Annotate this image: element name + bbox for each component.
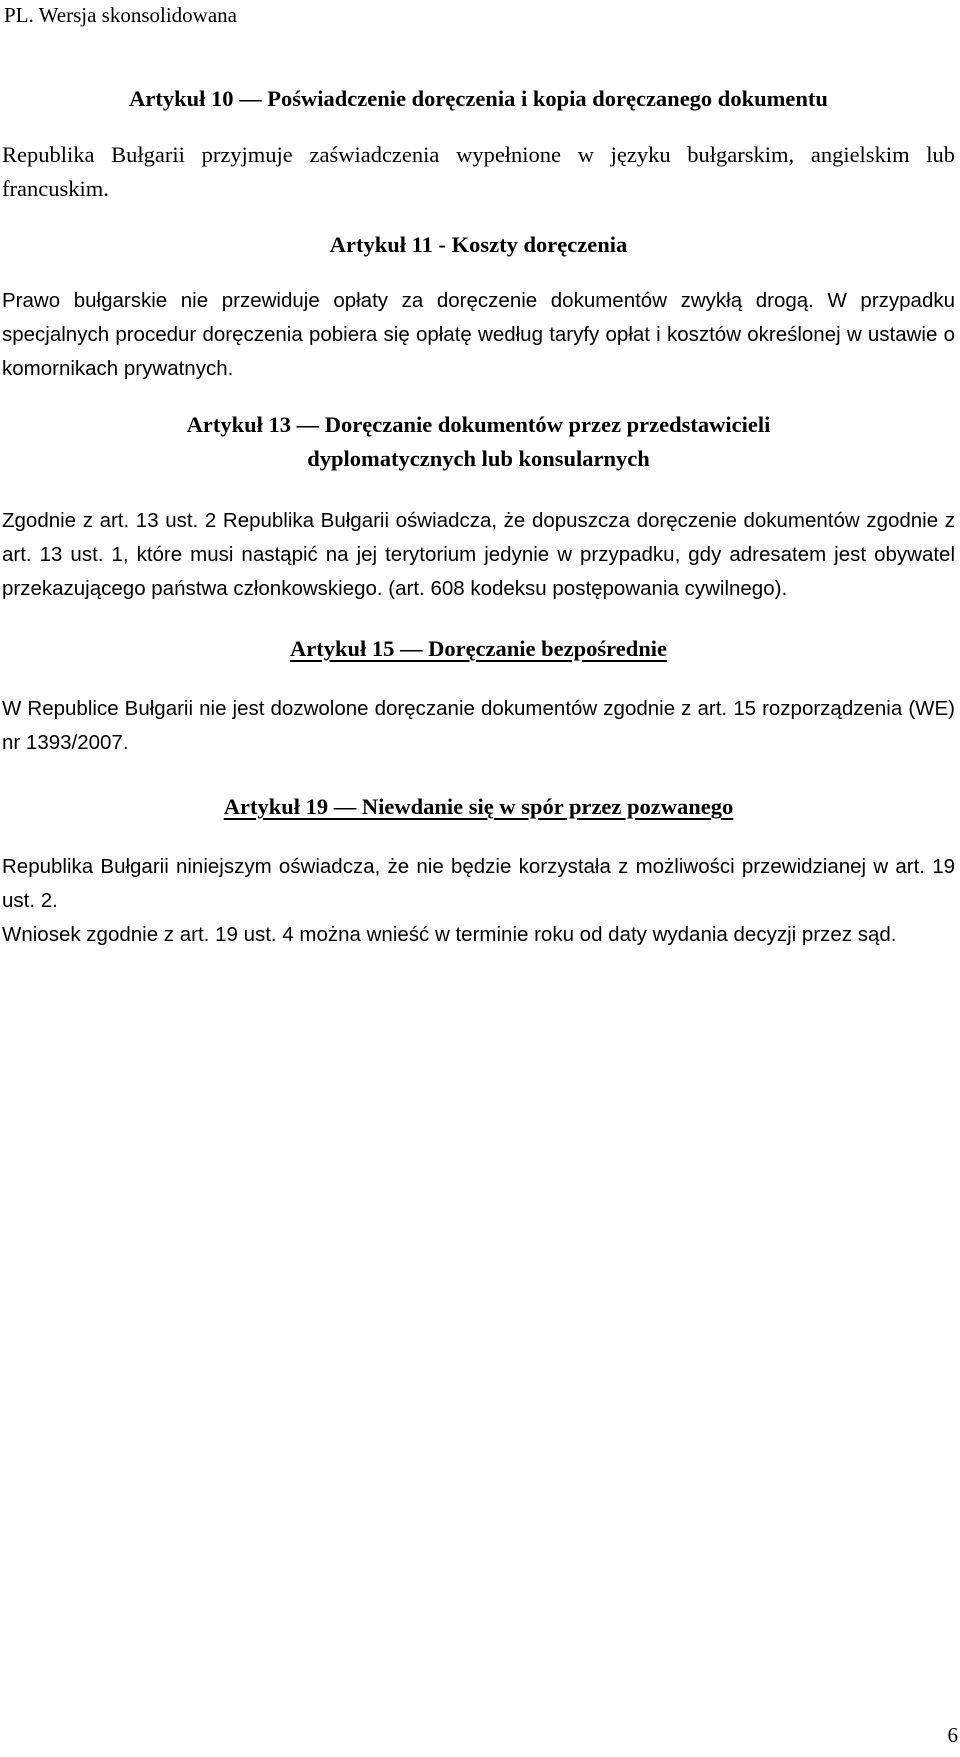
article-11-text: Prawo bułgarskie nie przewiduje opłaty za doręczenie dokumentów zwykłą drogą. W przypadku specjalnych procedur doręczenia pobiera się opłatę według taryfy opłat i kosztów określonej w ustawie o komornikach prywatnych.: [2, 289, 955, 380]
article-13-heading: Artykuł 13 — Doręczanie dokumentów przez przedstawicieli dyplomatycznych lub konsularnych: [186, 412, 771, 471]
article-10-heading: Artykuł 10 — Poświadczenie doręczenia i kopia doręczanego dokumentu: [129, 86, 828, 111]
page-number: 6: [947, 1723, 958, 1747]
article-19-text-2: Wniosek zgodnie z art. 19 ust. 4 można wnieść w terminie roku od daty wydania decyzji przez sąd.: [2, 923, 897, 946]
document-body: [2, 82, 955, 952]
article-19-heading: Artykuł 19 — Niewdanie się w spór przez pozwanego: [223, 794, 734, 819]
article-19-text-1: Republika Bułgarii niniejszym oświadcza, że nie będzie korzystała z możliwości przewidzianej w art. 19 ust. 2.: [2, 855, 955, 912]
article-15-heading: Artykuł 15 — Doręczanie bezpośrednie: [289, 636, 668, 661]
article-11-heading: Artykuł 11 - Koszty doręczenia: [329, 232, 628, 257]
document-version-header: PL. Wersja skonsolidowana: [4, 3, 237, 27]
article-10-text: Republika Bułgarii przyjmuje zaświadczenia wypełnione w języku bułgarskim, angielskim lub francuskim.: [2, 142, 955, 201]
article-15-text: W Republice Bułgarii nie jest dozwolone doręczanie dokumentów zgodnie z art. 15 rozporządzenia (WE) nr 1393/2007.: [2, 697, 955, 754]
article-13-text: Zgodnie z art. 13 ust. 2 Republika Bułgarii oświadcza, że dopuszcza doręczenie dokumentów zgodnie z art. 13 ust. 1, które musi nastąpić na jej terytorium jedynie w przypadku, gdy adresatem jest obywatel przekazującego państwa członkowskiego. (art. 608 kodeksu postępowania cywilnego).: [2, 509, 955, 600]
